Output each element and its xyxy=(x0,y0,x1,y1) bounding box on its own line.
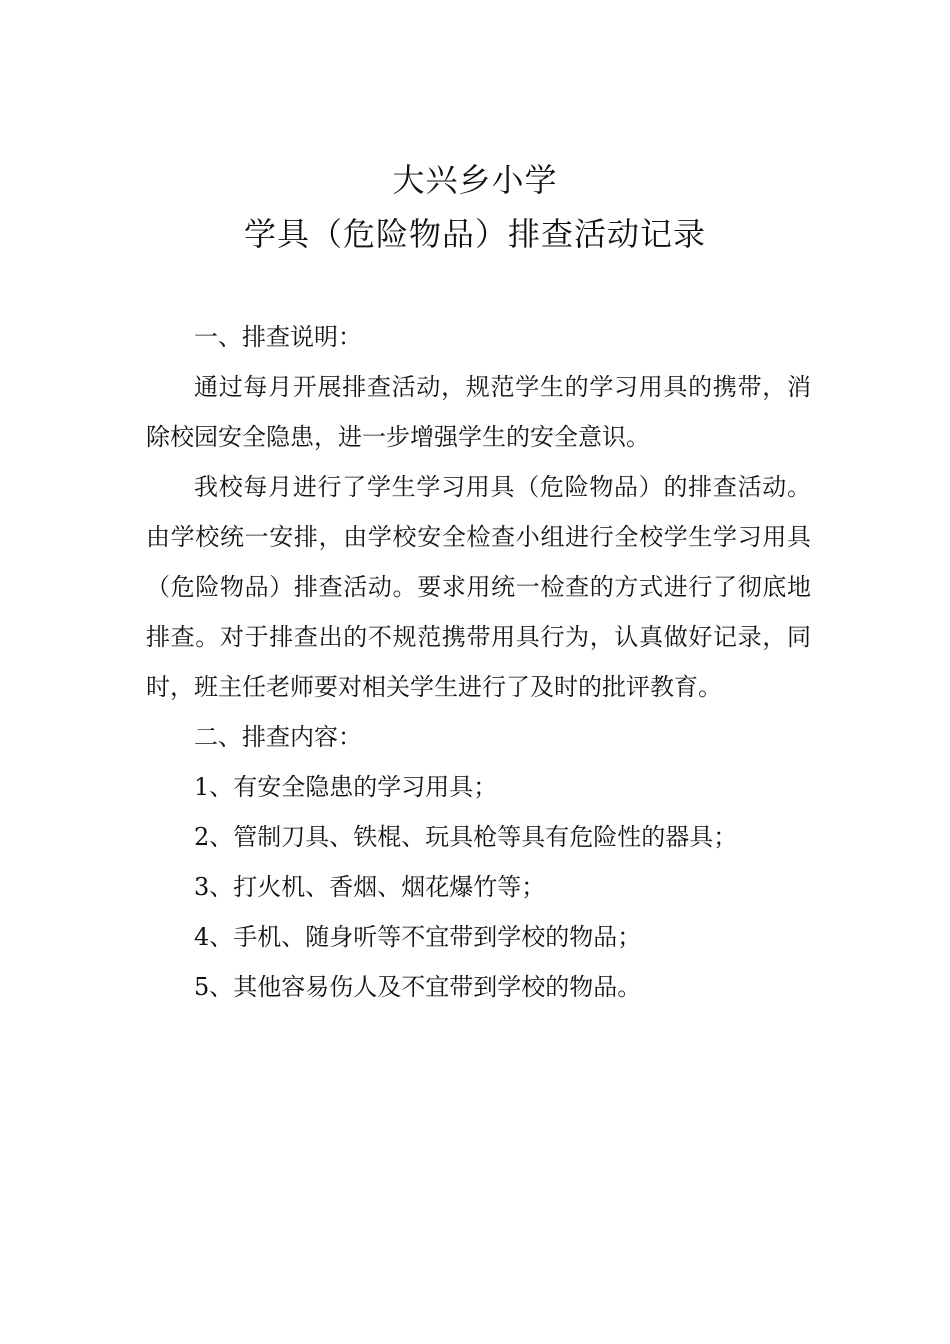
title-block xyxy=(0,155,950,259)
document-body xyxy=(146,312,811,1012)
section2-heading: 二、排查内容： xyxy=(194,723,362,751)
section1-heading: 一、排查说明： xyxy=(194,323,362,351)
section1-paragraph-1: 通过每月开展排查活动，规范学生的学习用具的携带，消除校园安全隐患，进一步增强学生的安全意识。 xyxy=(146,373,811,451)
list-item: 1、有安全隐患的学习用具； xyxy=(194,773,498,801)
list-item: 2、管制刀具、铁棍、玩具枪等具有危险性的器具； xyxy=(194,823,738,851)
school-name: 大兴乡小学 xyxy=(392,161,558,199)
list-item: 3、打火机、香烟、烟花爆竹等； xyxy=(194,873,546,901)
list-item: 5、其他容易伤人及不宜带到学校的物品。 xyxy=(194,973,642,1001)
section1-paragraph-2: 我校每月进行了学生学习用具（危险物品）的排查活动。由学校统一安排，由学校安全检查小组进行全校学生学习用具（危险物品）排查活动。要求用统一检查的方式进行了彻底地排查。对于排查出的不规范携带用具行为，认真做好记录，同时，班主任老师要对相关学生进行了及时的批评教育。 xyxy=(146,473,811,701)
list-item: 4、手机、随身听等不宜带到学校的物品； xyxy=(194,923,642,951)
document-title: 学具（危险物品）排查活动记录 xyxy=(243,215,706,253)
